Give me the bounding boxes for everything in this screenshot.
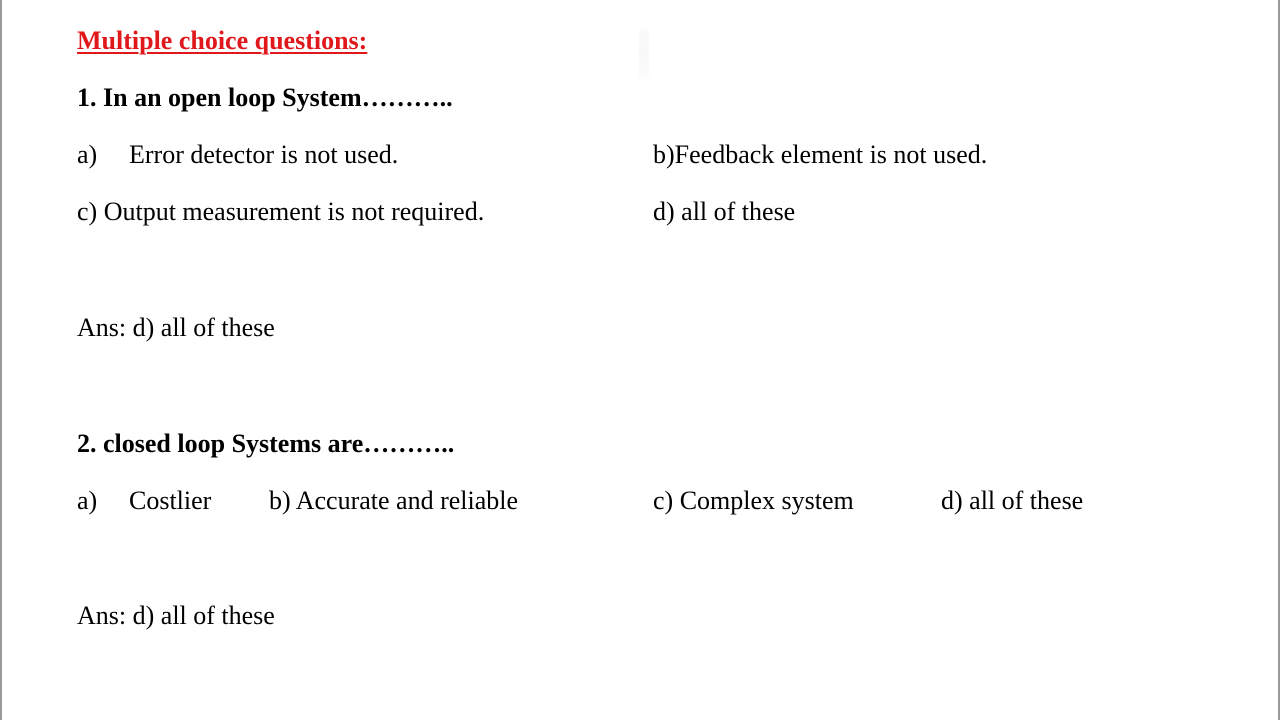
option-a-letter: a)	[77, 140, 98, 169]
option-a-text: Error detector is not used.	[129, 140, 399, 169]
option-a-text: Costlier	[129, 486, 212, 515]
question-1-option-a	[77, 140, 398, 170]
section-heading: Multiple choice questions:	[77, 26, 368, 55]
question-2-option-a	[77, 486, 211, 516]
option-a-letter: a)	[77, 486, 98, 515]
question-1-option-c: c) Output measurement is not required.	[77, 197, 485, 226]
question-1-option-b: b)Feedback element is not used.	[653, 140, 988, 169]
question-2-option-d: d) all of these	[941, 486, 1084, 515]
question-1-answer: Ans: d) all of these	[77, 313, 275, 342]
question-2-option-b: b) Accurate and reliable	[269, 486, 519, 515]
faint-scan-mark	[639, 28, 649, 78]
question-1-prompt: 1. In an open loop System………..	[77, 83, 453, 112]
question-1-option-d: d) all of these	[653, 197, 796, 226]
question-2-option-c: c) Complex system	[653, 486, 854, 515]
question-2-prompt: 2. closed loop Systems are………..	[77, 429, 455, 458]
question-2-answer: Ans: d) all of these	[77, 601, 275, 630]
